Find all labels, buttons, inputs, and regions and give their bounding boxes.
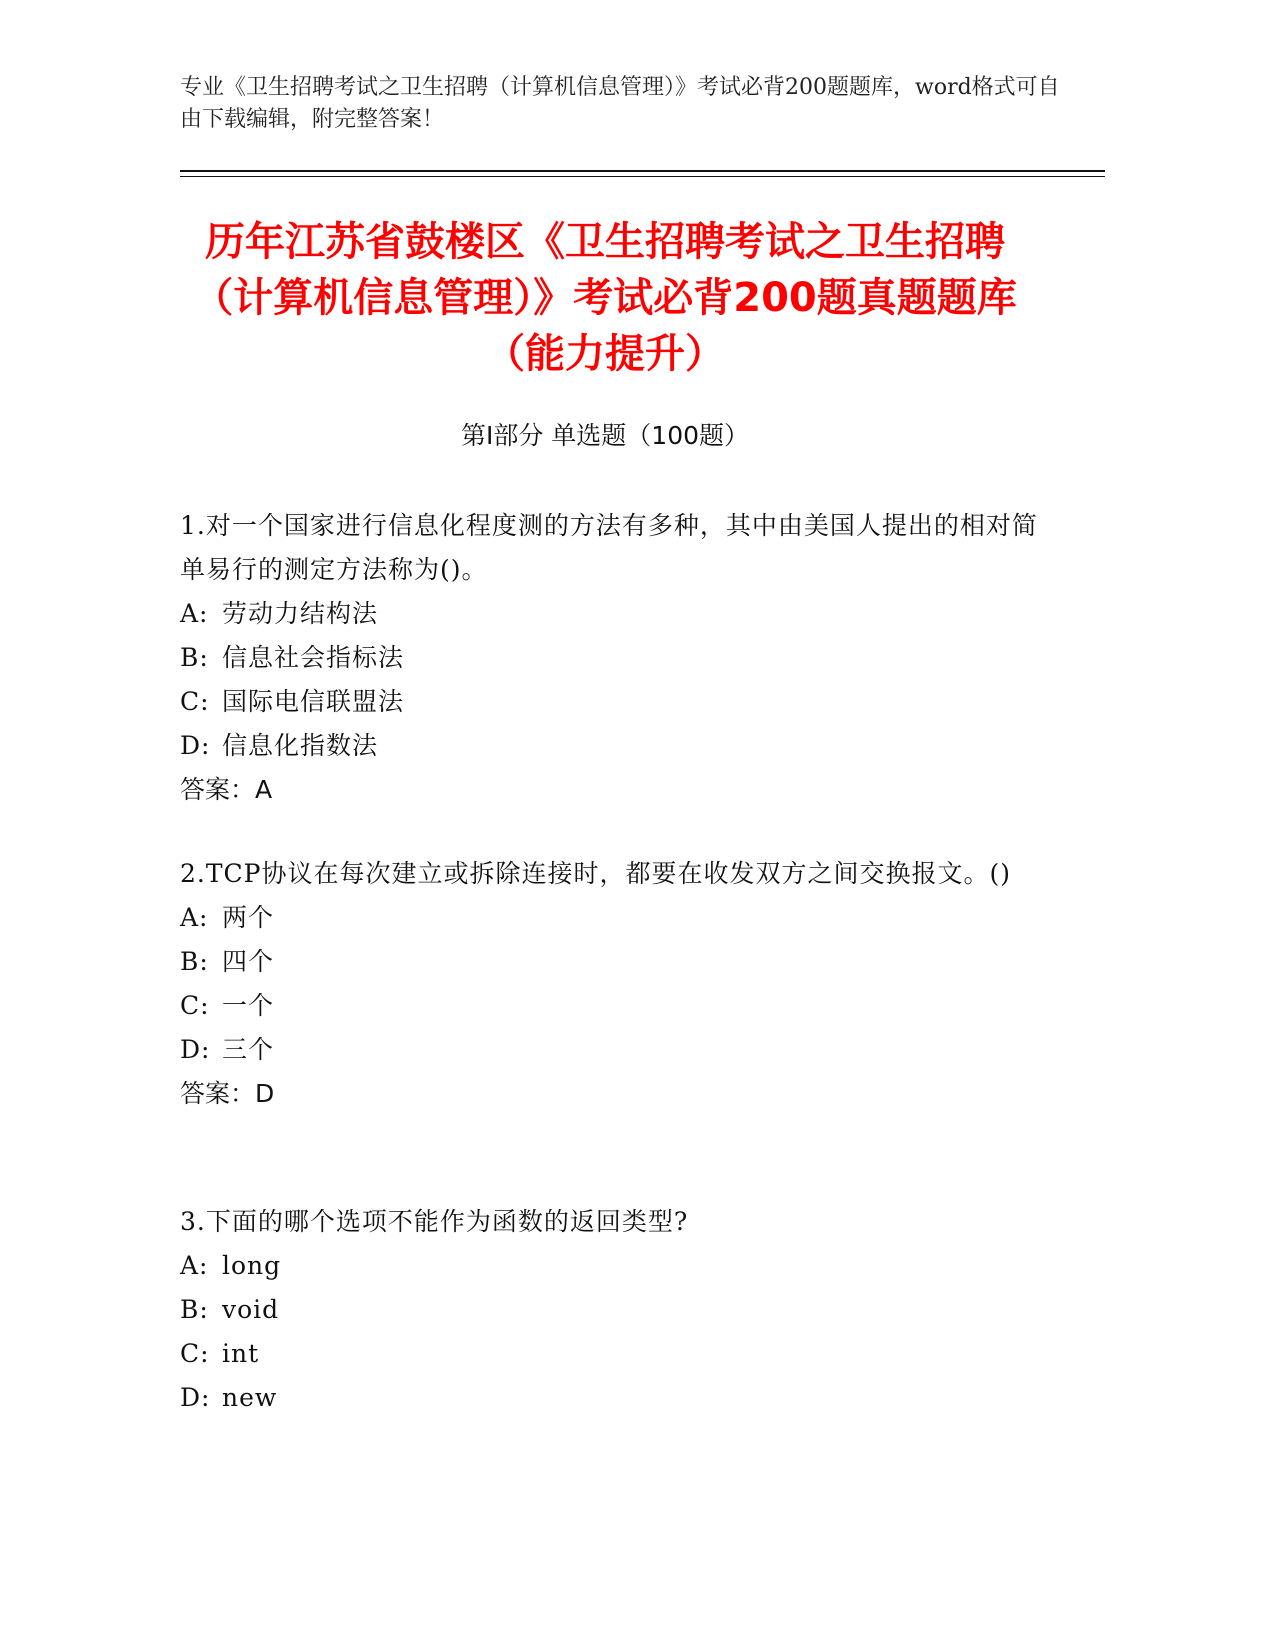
option-text: 一个 bbox=[222, 991, 275, 1020]
option-d bbox=[180, 724, 1050, 768]
option-a bbox=[180, 896, 1050, 940]
option-c bbox=[180, 680, 1050, 724]
header-rule-thick bbox=[180, 170, 1105, 172]
option-c bbox=[180, 1332, 1050, 1376]
option-letter: C: bbox=[180, 991, 210, 1020]
option-b bbox=[180, 940, 1050, 984]
question-3 bbox=[180, 1200, 1050, 1420]
document-title: 历年江苏省鼓楼区《卫生招聘考试之卫生招聘（计算机信息管理）》考试必背200题真题题库（能力提升） bbox=[193, 219, 1017, 377]
option-letter: B: bbox=[180, 947, 209, 976]
header-rule-thin bbox=[180, 176, 1105, 177]
option-letter: B: bbox=[180, 643, 209, 672]
question-stem: 1.对一个国家进行信息化程度测的方法有多种，其中由美国人提出的相对简单易行的测定方法称为()。 bbox=[180, 511, 1038, 584]
answer-line: 答案：A bbox=[180, 775, 273, 804]
option-d bbox=[180, 1028, 1050, 1072]
option-text: 劳动力结构法 bbox=[222, 599, 379, 628]
option-text: 信息化指数法 bbox=[222, 731, 379, 760]
option-b bbox=[180, 1288, 1050, 1332]
option-b bbox=[180, 636, 1050, 680]
question-stem: 2.TCP协议在每次建立或拆除连接时，都要在收发双方之间交换报文。() bbox=[180, 859, 1011, 888]
section-heading: 第Ⅰ部分 单选题（100题） bbox=[460, 421, 750, 450]
option-letter: A: bbox=[180, 1251, 209, 1280]
question-2 bbox=[180, 852, 1050, 1116]
option-letter: B: bbox=[180, 1295, 209, 1324]
option-text: new bbox=[222, 1383, 278, 1412]
option-text: long bbox=[222, 1251, 282, 1280]
option-c bbox=[180, 984, 1050, 1028]
question-1 bbox=[180, 504, 1050, 812]
option-letter: C: bbox=[180, 1339, 210, 1368]
option-letter: A: bbox=[180, 903, 209, 932]
option-text: 两个 bbox=[222, 903, 275, 932]
option-a bbox=[180, 1244, 1050, 1288]
option-letter: D: bbox=[180, 1035, 211, 1064]
option-text: 三个 bbox=[222, 1035, 275, 1064]
question-stem: 3.下面的哪个选项不能作为函数的返回类型? bbox=[180, 1207, 689, 1236]
option-letter: C: bbox=[180, 687, 210, 716]
option-letter: A: bbox=[180, 599, 209, 628]
option-d bbox=[180, 1376, 1050, 1420]
option-letter: D: bbox=[180, 1383, 211, 1412]
option-text: 信息社会指标法 bbox=[222, 643, 405, 672]
option-text: void bbox=[222, 1295, 280, 1324]
header-note: 专业《卫生招聘考试之卫生招聘（计算机信息管理）》考试必背200题题库，word格式可自由下载编辑，附完整答案！ bbox=[180, 75, 1060, 132]
option-text: int bbox=[222, 1339, 260, 1368]
option-text: 四个 bbox=[222, 947, 275, 976]
option-letter: D: bbox=[180, 731, 211, 760]
option-a bbox=[180, 592, 1050, 636]
answer-line: 答案：D bbox=[180, 1079, 275, 1108]
option-text: 国际电信联盟法 bbox=[222, 687, 405, 716]
